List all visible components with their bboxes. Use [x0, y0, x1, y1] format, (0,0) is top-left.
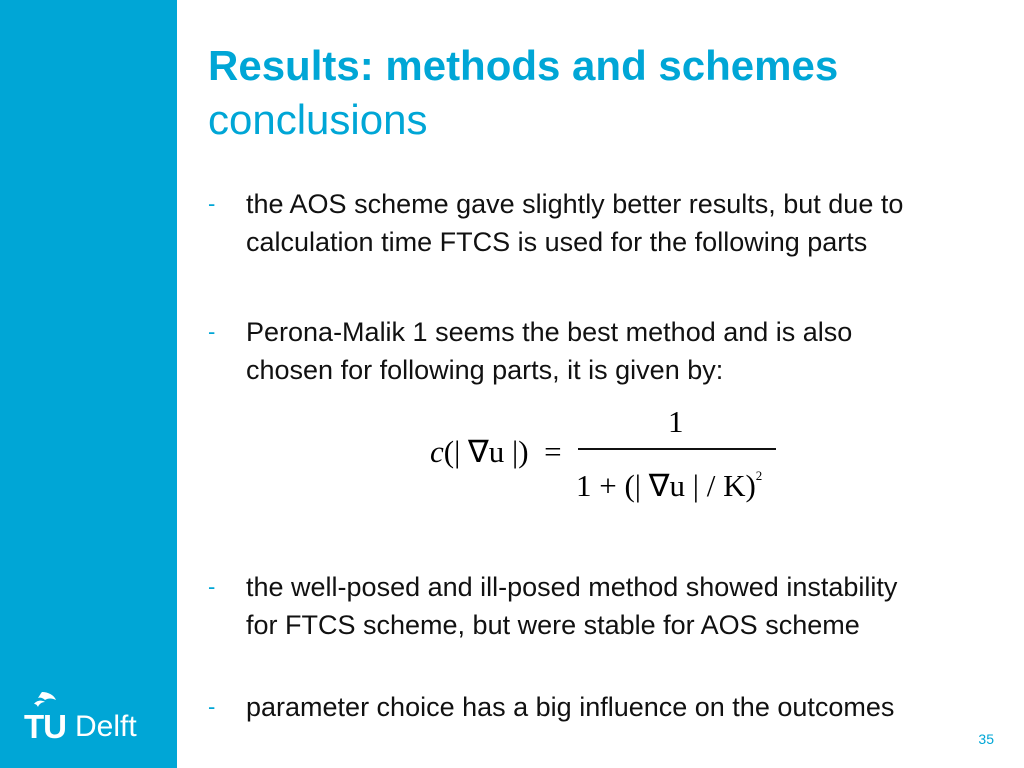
bullet-marker: -: [208, 694, 216, 719]
bullet-item: [208, 688, 1018, 726]
perona-malik-formula: [420, 400, 800, 510]
slide-title: Results: methods and schemes: [208, 42, 839, 89]
brand-sidebar: [0, 0, 177, 768]
bullet-item: [208, 568, 1018, 644]
slide-subtitle: conclusions: [208, 96, 428, 143]
bullet-line: the AOS scheme gave slightly better results, but due to: [246, 189, 904, 219]
formula-lhs-arg: (| ∇u |): [443, 434, 529, 469]
formula-lhs-var: c: [430, 434, 444, 469]
bullet-line: Perona-Malik 1 seems the best method and is also: [246, 317, 853, 347]
formula-equals: =: [544, 434, 562, 469]
logo-text-tu: TU: [24, 708, 66, 745]
formula-lhs: [430, 434, 562, 470]
bullet-marker: -: [208, 319, 216, 344]
bullet-line: for FTCS scheme, but were stable for AOS scheme: [246, 610, 860, 640]
bullet-line: parameter choice has a big influence on the outcomes: [246, 692, 895, 722]
formula-numerator: 1: [668, 404, 684, 439]
bullet-marker: -: [208, 191, 216, 216]
bullet-item: [208, 185, 1018, 261]
tudelft-logo: [24, 690, 154, 750]
bullet-line: the well-posed and ill-posed method showed instability: [246, 572, 898, 602]
formula-denominator: [576, 468, 762, 504]
bullet-line: calculation time FTCS is used for the following parts: [246, 227, 868, 257]
formula-exponent: 2: [755, 468, 763, 483]
bullet-line: chosen for following parts, it is given by:: [246, 355, 724, 385]
logo-text-delft: Delft: [75, 710, 137, 743]
bullet-item: [208, 313, 1018, 389]
page-number: 35: [978, 731, 994, 747]
fraction-bar: [578, 448, 776, 450]
formula-denominator-expr: 1 + (| ∇u | / K): [576, 468, 756, 503]
bullet-marker: -: [208, 574, 216, 599]
